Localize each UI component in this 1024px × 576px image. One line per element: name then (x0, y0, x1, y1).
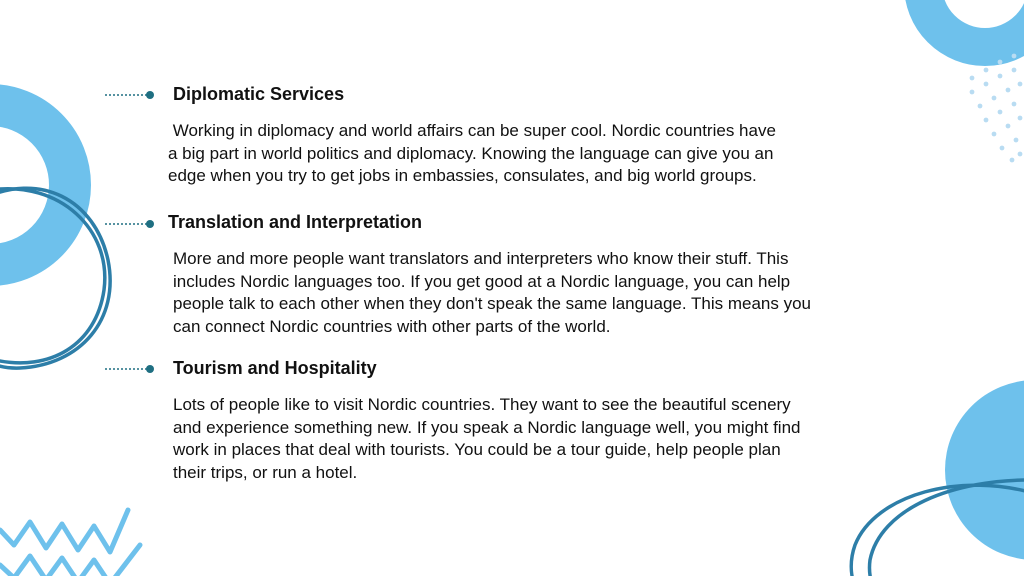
section-heading: Tourism and Hospitality (173, 358, 377, 378)
body-line: edge when you try to get jobs in embassies, consulates, and big world groups. (168, 166, 757, 185)
left-ring-decoration (0, 105, 70, 265)
body-line: More and more people want translators and interpreters who know their stuff. This (173, 249, 789, 268)
section-body (168, 120, 776, 188)
zigzag-decoration (0, 510, 140, 576)
body-line: a big part in world politics and diplomacy. Knowing the language can give you an (168, 143, 774, 163)
body-line: their trips, or run a hotel. (173, 462, 358, 482)
bottom-right-scribble-decoration (851, 480, 1024, 576)
body-line: and experience something new. If you speak a Nordic language well, you might find (173, 417, 801, 437)
section-body (173, 248, 811, 338)
body-line: people talk to each other when they don't speak the same language. This means you (173, 294, 812, 313)
body-line: includes Nordic languages too. If you get good at a Nordic language, you can help (173, 271, 791, 291)
section-heading: Diplomatic Services (173, 84, 345, 104)
body-line: work in places that deal with tourists. You could be a tour guide, help people plan (173, 440, 781, 459)
top-right-ring-decoration (923, 0, 1024, 47)
body-line: Lots of people like to visit Nordic countries. They want to see the beautiful scenery (173, 395, 791, 414)
section-body (173, 394, 801, 484)
bottom-right-circle-decoration (945, 380, 1024, 560)
left-scribble-decoration (0, 188, 110, 368)
body-line: Working in diplomacy and world affairs can be super cool. Nordic countries have (168, 121, 776, 140)
bullet-connector-icon (104, 364, 154, 374)
body-line: can connect Nordic countries with other parts of the world. (173, 316, 611, 336)
bullet-connector-icon (104, 90, 154, 100)
bullet-connector-icon (104, 219, 154, 229)
section-heading: Translation and Interpretation (168, 212, 423, 232)
dot-grid-decoration (970, 54, 1023, 163)
